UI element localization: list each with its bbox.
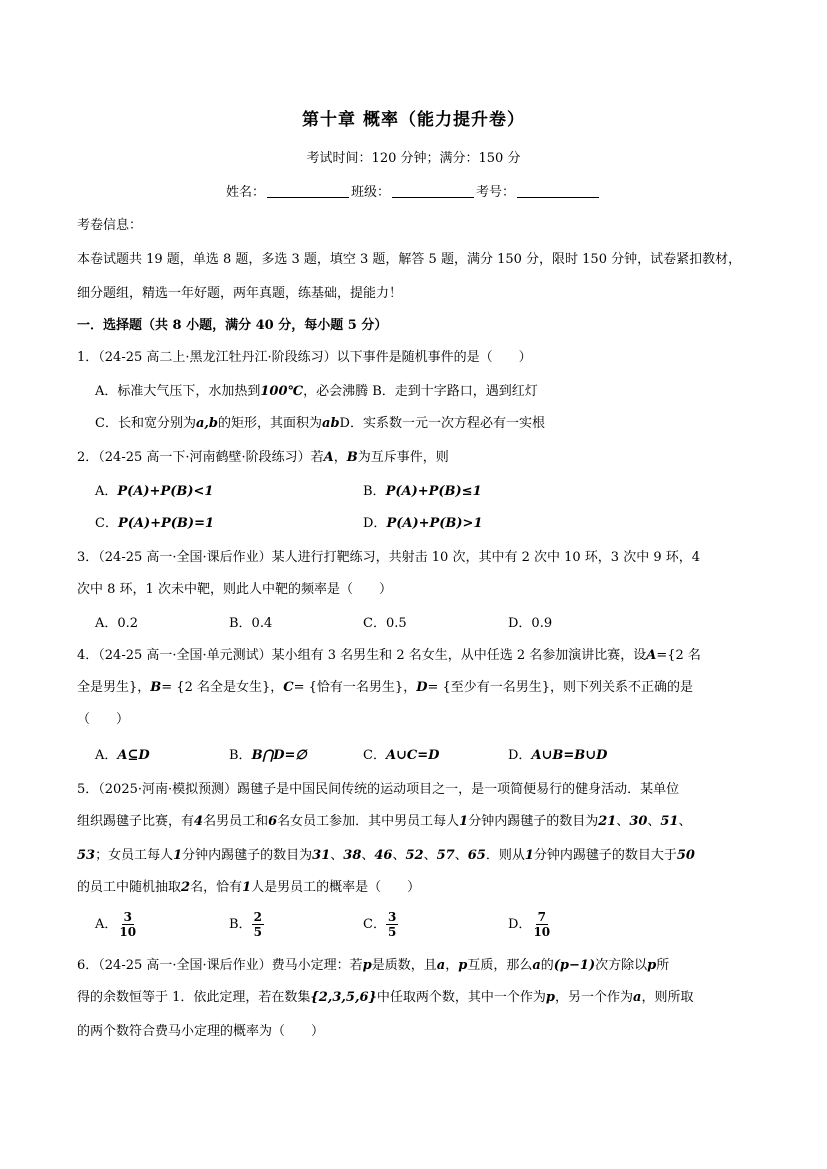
q3-stem-1: 3．（24-25 高一·全国·课后作业）某人进行打靶练习，共射击 10 次，其中有 2 次中 10 环，3 次中 9 环，4: [77, 550, 701, 565]
q5-option-b: [229, 910, 264, 939]
q4-b-math: B⋂D=∅: [251, 748, 307, 763]
number-blank[interactable]: [517, 183, 599, 198]
q5-l4-t1: 的员工中随机抽取: [77, 880, 182, 895]
q5-l2-t1: 组织踢毽子比赛，有: [77, 814, 195, 829]
q5-line-4: [77, 878, 420, 898]
q2-stem-a: A: [323, 450, 334, 465]
q3-option-d: D．0.9: [508, 616, 553, 631]
q5-l4-t2: 名，恰有: [190, 880, 243, 895]
name-label: 姓名：: [225, 185, 265, 200]
q5-l2-t4: 分钟内踢毽子的数目为: [468, 814, 599, 829]
q4-c-math: A∪C=D: [385, 748, 440, 763]
q5-line-3: [77, 846, 695, 866]
q2-stem-text: 2．（24-25 高一下·河南鹤壁·阶段练习）若: [77, 450, 324, 465]
q2-b-label: B．: [363, 484, 386, 499]
q6-l1-p3: p: [647, 958, 657, 973]
q4-option-a: [95, 746, 150, 766]
intro-line-2: 细分题组，精选一年好题，两年真题，练基础，提能力！: [77, 286, 403, 301]
q4-a-math: A⊆D: [117, 748, 150, 763]
q1-opt-d-text: D．实系数一元一次方程必有一实根: [339, 416, 545, 431]
q2-stem-b: B: [346, 450, 358, 465]
q5-option-c: [363, 910, 398, 939]
q2-stem-sep: ，: [333, 450, 347, 465]
q1-opt-a-math: 100℃: [260, 384, 304, 399]
q5-c-den: 5: [387, 925, 397, 939]
q5-l3-t4: 分钟内踢毽子的数目大于: [533, 848, 677, 863]
q1-opt-c-math2: ab: [322, 416, 340, 431]
q5-b-num: 2: [253, 910, 262, 924]
q5-l3-s1: 、: [330, 848, 344, 863]
q5-c-label: C．: [363, 917, 386, 932]
intro-line-1: 本卷试题共 19 题，单选 8 题，多选 3 题，填空 3 题，解答 5 题，满分 150 分，限时 150 分钟，试卷紧扣教材，: [77, 252, 742, 267]
q5-l2-s2: 、: [647, 814, 661, 829]
q4-stem-3: （ ）: [77, 712, 130, 727]
q5-l2-m5: 30: [629, 814, 648, 829]
q6-line-3: 的两个数符合费马小定理的概率为（ ）: [77, 1024, 325, 1039]
q1-opt-a-text: A．标准大气压下，水加热到: [95, 384, 261, 399]
q4-c-label: C．: [363, 748, 386, 763]
q6-l1-p1: p: [362, 958, 372, 973]
q5-l2-m2: 6: [268, 814, 278, 829]
q4-set-c: C: [283, 680, 294, 695]
q6-l1-t5: 次方除以: [595, 958, 648, 973]
section-title: 一．选择题（共 8 小题，满分 40 分，每小题 5 分）: [77, 318, 388, 333]
q6-l2-t4: ，则所取: [641, 990, 694, 1005]
q6-l1-t2: 是质数，且: [371, 958, 437, 973]
q4-option-b: [229, 746, 307, 766]
q5-a-label: A．: [95, 917, 118, 932]
q5-l3-m6: 52: [405, 848, 424, 863]
q6-l1-a1: a: [436, 958, 446, 973]
q5-d-label: D．: [508, 917, 532, 932]
q4-b-label: B．: [229, 748, 252, 763]
exam-info: 考试时间：120 分钟；满分：150 分: [306, 151, 521, 166]
q4-d-math: A∪B=B∪D: [531, 748, 608, 763]
q5-a-fraction: [117, 910, 138, 939]
q6-l1-sep: ，: [445, 958, 459, 973]
q5-l3-m9: 1: [524, 848, 534, 863]
q1-options-ab: [95, 382, 538, 402]
q5-l3-s3: 、: [392, 848, 406, 863]
q5-c-num: 3: [387, 910, 397, 924]
q6-line-2: [77, 988, 693, 1008]
q1-opt-c-math1: a,b: [195, 416, 218, 431]
q5-l3-m5: 46: [374, 848, 393, 863]
q4-stem1-post: ={2 名: [656, 648, 701, 663]
q4-option-d: [508, 746, 607, 766]
q5-d-den: 10: [533, 925, 551, 939]
q5-a-den: 10: [119, 925, 137, 939]
q2-stem-post: 为互斥事件，则: [357, 450, 449, 465]
q6-l1-t1: 6．（24-25 高一·全国·课后作业）费马小定理：若: [77, 958, 363, 973]
q5-l3-m7: 57: [436, 848, 455, 863]
q4-a-label: A．: [95, 748, 118, 763]
q5-l4-t3: 人是男员工的概率是（ ）: [251, 880, 421, 895]
q6-l1-t4: 的: [540, 958, 554, 973]
q6-l1-t6: 所: [656, 958, 670, 973]
q2-option-d: [363, 514, 483, 534]
q5-d-fraction: [531, 910, 552, 939]
q2-a-label: A．: [95, 484, 118, 499]
q1-opt-b-text: ，必会沸腾 B．走到十字路口，遇到红灯: [303, 384, 538, 399]
q3-option-b: B．0.4: [229, 616, 273, 631]
q5-l3-m8: 65: [467, 848, 486, 863]
name-blank[interactable]: [267, 183, 349, 198]
q2-stem: [77, 448, 449, 468]
q5-l3-m2: 1: [173, 848, 183, 863]
q5-line-2: [77, 812, 692, 832]
q4-stem-2: [77, 678, 693, 698]
q4-stem-1: [77, 646, 701, 666]
q2-b-math: P(A)+P(B)≤1: [385, 484, 482, 499]
q1-stem: 1．（24-25 高二上·黑龙江牡丹江·阶段练习）以下事件是随机事件的是（ ）: [77, 350, 532, 365]
q2-c-math: P(A)+P(B)=1: [117, 516, 215, 531]
q5-l2-m6: 51: [660, 814, 679, 829]
q5-option-d: [508, 910, 552, 939]
q5-l4-m1: 2: [181, 880, 191, 895]
q5-l2-m3: 1: [459, 814, 469, 829]
q5-l4-m2: 1: [242, 880, 252, 895]
q6-l2-t2: 中任取两个数，其中一个作为: [376, 990, 546, 1005]
q6-l1-a2: a: [532, 958, 541, 973]
q4-set-d-def: = {至少有一名男生}，则下列关系不正确的是: [427, 680, 694, 695]
q2-option-a: [95, 482, 213, 502]
q5-option-a: [95, 910, 138, 939]
q6-l2-a: a: [633, 990, 642, 1005]
q4-set-b-def: = {2 名全是女生}，: [161, 680, 284, 695]
q4-stem1-a: A: [646, 648, 657, 663]
q1-opt-c-mid: 的矩形，其面积为: [218, 416, 323, 431]
q5-l3-m1: 53: [77, 848, 96, 863]
q5-l2-m1: 4: [194, 814, 204, 829]
q5-l2-t3: 名女员工参加．其中男员工每人: [277, 814, 460, 829]
q1-options-cd: [95, 414, 545, 434]
q5-l3-m3: 31: [312, 848, 331, 863]
q2-option-c: [95, 514, 214, 534]
q2-d-math: P(A)+P(B)>1: [386, 516, 483, 531]
q4-set-d: D: [416, 680, 428, 695]
q5-l3-s4: 、: [423, 848, 437, 863]
q6-l1-exp: (p−1): [553, 958, 596, 973]
q3-option-a: A．0.2: [95, 616, 139, 631]
q3-option-c: C．0.5: [363, 616, 407, 631]
q4-d-label: D．: [508, 748, 532, 763]
q5-l2-s3: 、: [678, 814, 692, 829]
q5-b-den: 5: [253, 925, 262, 939]
q5-l3-t2: 分钟内踢毽子的数目为: [182, 848, 313, 863]
q5-l3-m10: 50: [676, 848, 695, 863]
q6-l2-set: {2,3,5,6}: [310, 990, 377, 1005]
student-info-row: [0, 183, 827, 203]
q5-l3-t1: ；女员工每人: [95, 848, 174, 863]
q5-l3-t3: ．则从: [485, 848, 525, 863]
q2-a-math: P(A)+P(B)<1: [117, 484, 214, 499]
q2-d-label: D．: [363, 516, 387, 531]
q2-option-b: [363, 482, 482, 502]
q6-l1-p2: p: [458, 958, 468, 973]
q4-set-b: B: [150, 680, 162, 695]
intro-heading: 考卷信息：: [77, 218, 143, 233]
q5-l3-s2: 、: [361, 848, 375, 863]
q5-l2-m4: 21: [598, 814, 617, 829]
q6-l1-t3: 互质，那么: [467, 958, 533, 973]
q5-d-num: 7: [537, 910, 546, 924]
q4-stem2-text: 全是男生}，: [77, 680, 151, 695]
q5-a-num: 3: [123, 910, 132, 924]
q5-l2-t2: 名男员工和: [203, 814, 269, 829]
class-blank[interactable]: [392, 183, 474, 198]
class-label: 班级：: [350, 185, 390, 200]
number-label: 考号：: [476, 185, 516, 200]
q6-l2-t3: ，另一个作为: [555, 990, 634, 1005]
q6-line-1: [77, 956, 669, 976]
q5-line-1: 5．（2025·河南·模拟预测）踢毽子是中国民间传统的运动项目之一，是一项简便易行的健身活动．某单位: [77, 782, 680, 797]
q5-l3-m4: 38: [343, 848, 362, 863]
q4-stem1-text: 4．（24-25 高一·全国·单元测试）某小组有 3 名男生和 2 名女生，从中任选 2 名参加演讲比赛，设: [77, 648, 647, 663]
q5-c-fraction: [386, 910, 398, 939]
q5-l2-s1: 、: [616, 814, 630, 829]
page-title: 第十章 概率（能力提升卷）: [302, 110, 525, 130]
q6-l2-t1: 得的余数恒等于 1．依此定理，若在数集: [77, 990, 311, 1005]
q6-l2-p: p: [545, 990, 555, 1005]
q4-set-c-def: = {恰有一名男生}，: [293, 680, 417, 695]
q2-c-label: C．: [95, 516, 118, 531]
q1-opt-c-text: C．长和宽分别为: [95, 416, 196, 431]
q5-b-fraction: [252, 910, 264, 939]
q5-l3-s5: 、: [454, 848, 468, 863]
q4-option-c: [363, 746, 439, 766]
q3-stem-2: 次中 8 环，1 次未中靶，则此人中靶的频率是（ ）: [77, 582, 392, 597]
q5-b-label: B．: [229, 917, 252, 932]
